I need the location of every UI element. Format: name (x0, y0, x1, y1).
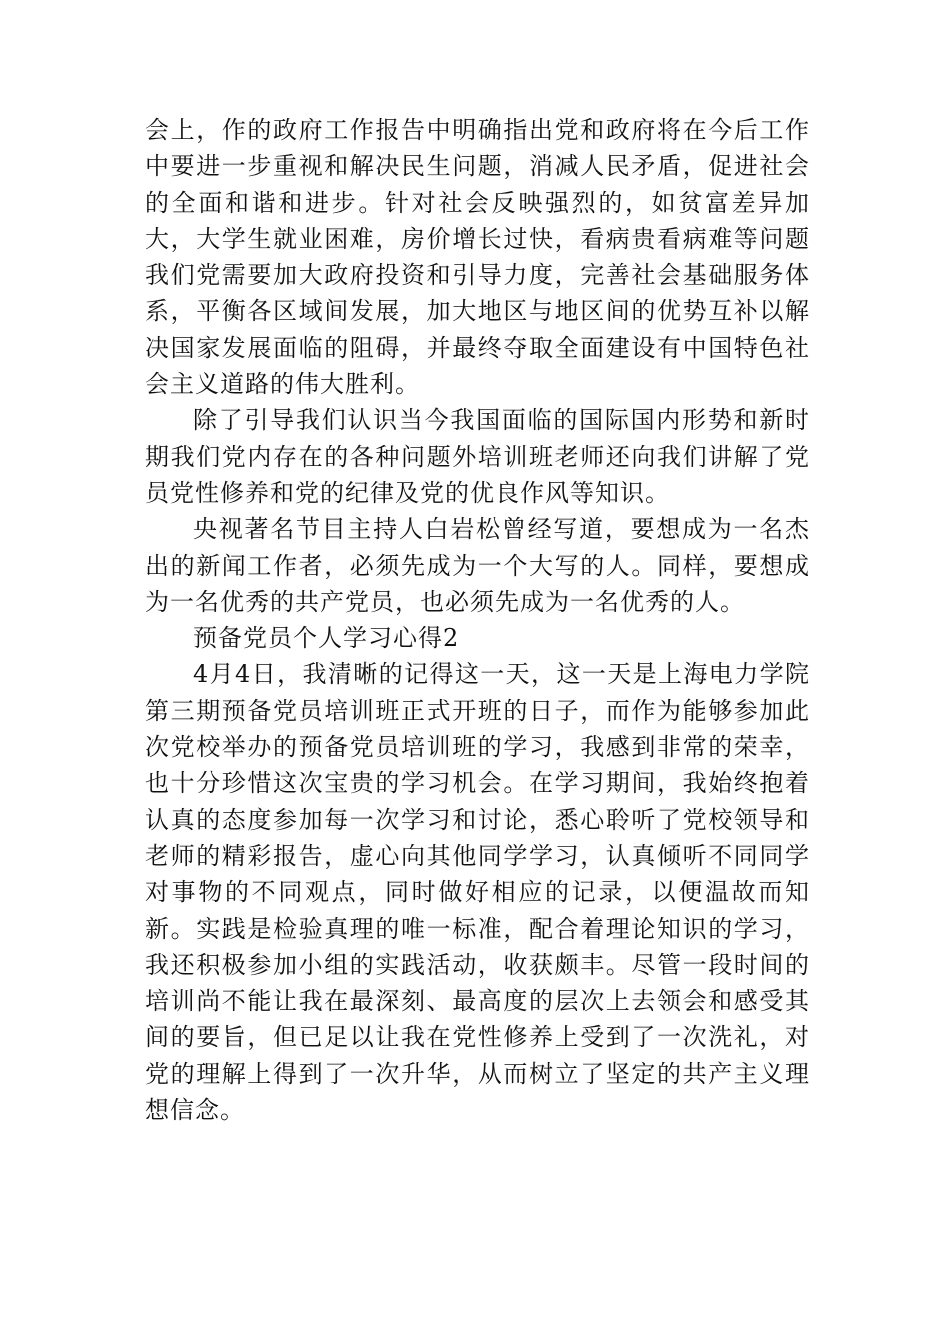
document-page (145, 112, 810, 1128)
paragraph-continuation: 会上，作的政府工作报告中明确指出党和政府将在今后工作中要进一步重视和解决民生问题，消减人民矛盾，促进社会的全面和谐和进步。针对社会反映强烈的，如贫富差异加大，大学生就业困难，房价增长过快，看病贵看病难等问题我们党需要加大政府投资和引导力度，完善社会基础服务体系，平衡各区域间发展，加大地区与地区间的优势互补以解决国家发展面临的阻碍，并最终夺取全面建设有中国特色社会主义道路的伟大胜利。 (145, 116, 810, 399)
paragraph-april-fourth: 4月4日，我清晰的记得这一天，这一天是上海电力学院第三期预备党员培训班正式开班的日子，而作为能够参加此次党校举办的预备党员培训班的学习，我感到非常的荣幸，也十分珍惜这次宝贵的学习机会。在学习期间，我始终抱着认真的态度参加每一次学习和讨论，悉心聆听了党校领导和老师的精彩报告，虚心向其他同学学习，认真倾听不同同学对事物的不同观点，同时做好相应的记录，以便温故而知新。实践是检验真理的唯一标准，配合着理论知识的学习，我还积极参加小组的实践活动，收获颇丰。尽管一段时间的培训尚不能让我在最深刻、最高度的层次上去领会和感受其间的要旨，但已足以让我在党性修养上受到了一次洗礼，对党的理解上得到了一次升华，从而树立了坚定的共产主义理想信念。 (145, 660, 810, 1125)
paragraph-training-content: 除了引导我们认识当今我国面临的国际国内形势和新时期我们党内存在的各种问题外培训班老师还向我们讲解了党员党性修养和党的纪律及党的优良作风等知识。 (145, 406, 810, 507)
section-heading: 预备党员个人学习心得2 (193, 624, 460, 653)
paragraph-bai-yansong-quote: 央视著名节目主持人白岩松曾经写道，要想成为一名杰出的新闻工作者，必须先成为一个大写的人。同样，要想成为一名优秀的共产党员，也必须先成为一名优秀的人。 (145, 515, 810, 616)
